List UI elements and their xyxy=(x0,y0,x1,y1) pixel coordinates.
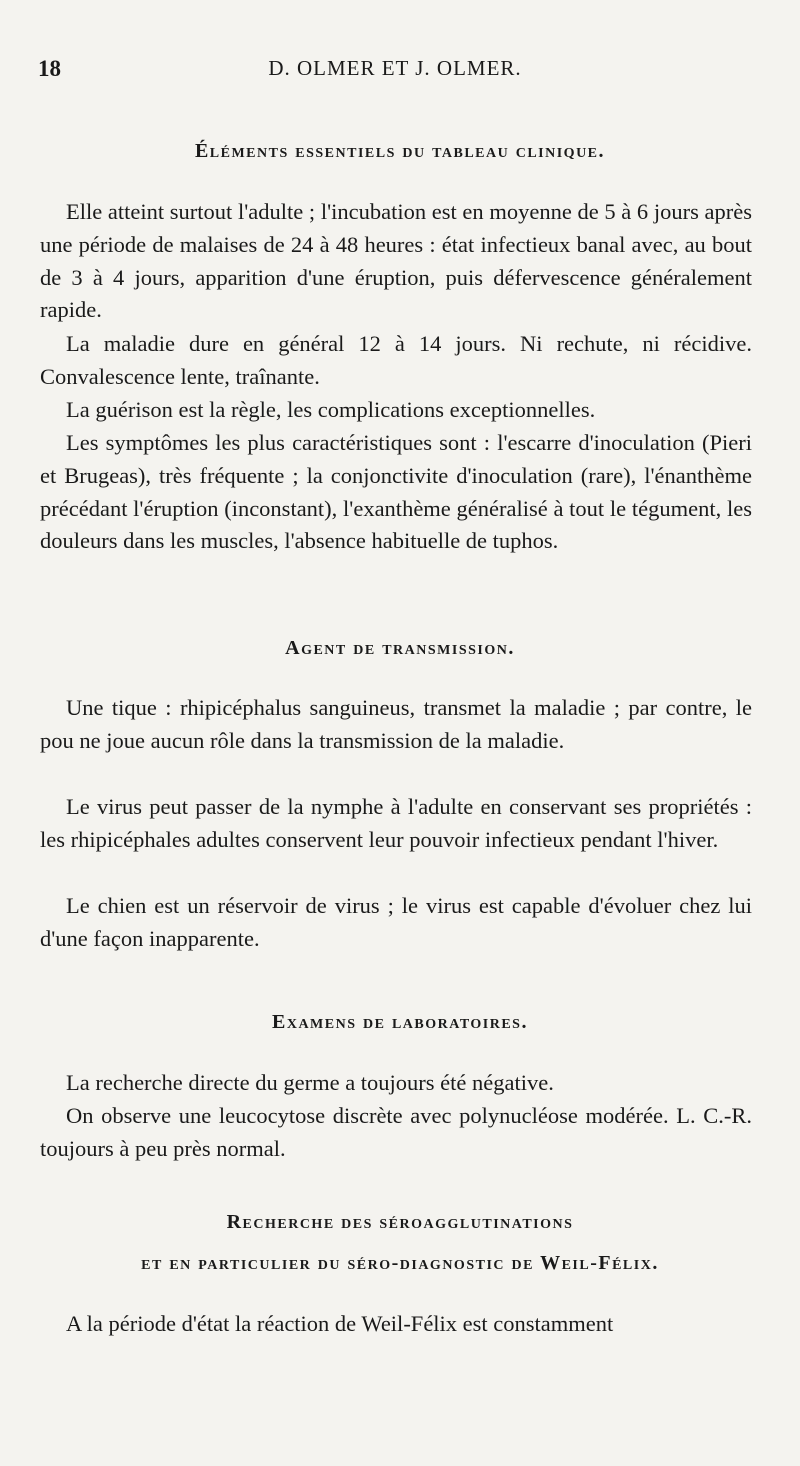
paragraph: La guérison est la règle, les complications exceptionnelles. xyxy=(66,397,596,422)
section-heading-transmission: Agent de transmission. xyxy=(285,637,515,659)
paragraph: La recherche directe du germe a toujours été négative. xyxy=(66,1070,554,1095)
page-header xyxy=(38,56,752,88)
section-heading-seroagglutination: Recherche des séroagglutinations xyxy=(226,1211,574,1233)
section-heading-clinical: Éléments essentiels du tableau clinique. xyxy=(194,140,606,162)
paragraph: Les symptômes les plus caractéristiques sont : l'escarre d'inoculation (Pieri et Brugeas), très fréquente ; la conjonctivite d'inoculation (rare), l'énanthème précédant l'éruption (inconstant), l'exanthème généralisé à tout le tégument, les douleurs dans les muscles, l'absence habituelle de tuphos. xyxy=(40,430,752,554)
paragraph: Le virus peut passer de la nymphe à l'adulte en conservant ses propriétés : les rhipicéphales adultes conservent leur pouvoir infectieux pendant l'hiver. xyxy=(40,794,752,852)
page-number: 18 xyxy=(38,56,61,81)
paragraph: La maladie dure en général 12 à 14 jours. Ni rechute, ni récidive. Convalescence lente, traînante. xyxy=(40,331,752,389)
section-heading-laboratory: Examens de laboratoires. xyxy=(272,1011,528,1033)
section-subheading-weil-felix: et en particulier du séro-diagnostic de Weil-Félix. xyxy=(141,1252,659,1274)
paragraph: Le chien est un réservoir de virus ; le virus est capable d'évoluer chez lui d'une façon inapparente. xyxy=(40,893,752,951)
paragraph: Une tique : rhipicéphalus sanguineus, transmet la maladie ; par contre, le pou ne joue aucun rôle dans la transmission de la maladie. xyxy=(40,695,752,753)
paragraph: On observe une leucocytose discrète avec polynucléose modérée. L. C.-R. toujours à peu près normal. xyxy=(40,1103,752,1161)
paragraph: Elle atteint surtout l'adulte ; l'incubation est en moyenne de 5 à 6 jours après une période de malaises de 24 à 48 heures : état infectieux banal avec, au bout de 3 à 4 jours, apparition d'une éruption, puis défervescence généralement rapide. xyxy=(40,199,752,323)
running-head: D. OLMER ET J. OLMER. xyxy=(268,56,522,80)
paragraph: A la période d'état la réaction de Weil-Félix est constamment xyxy=(66,1311,614,1336)
